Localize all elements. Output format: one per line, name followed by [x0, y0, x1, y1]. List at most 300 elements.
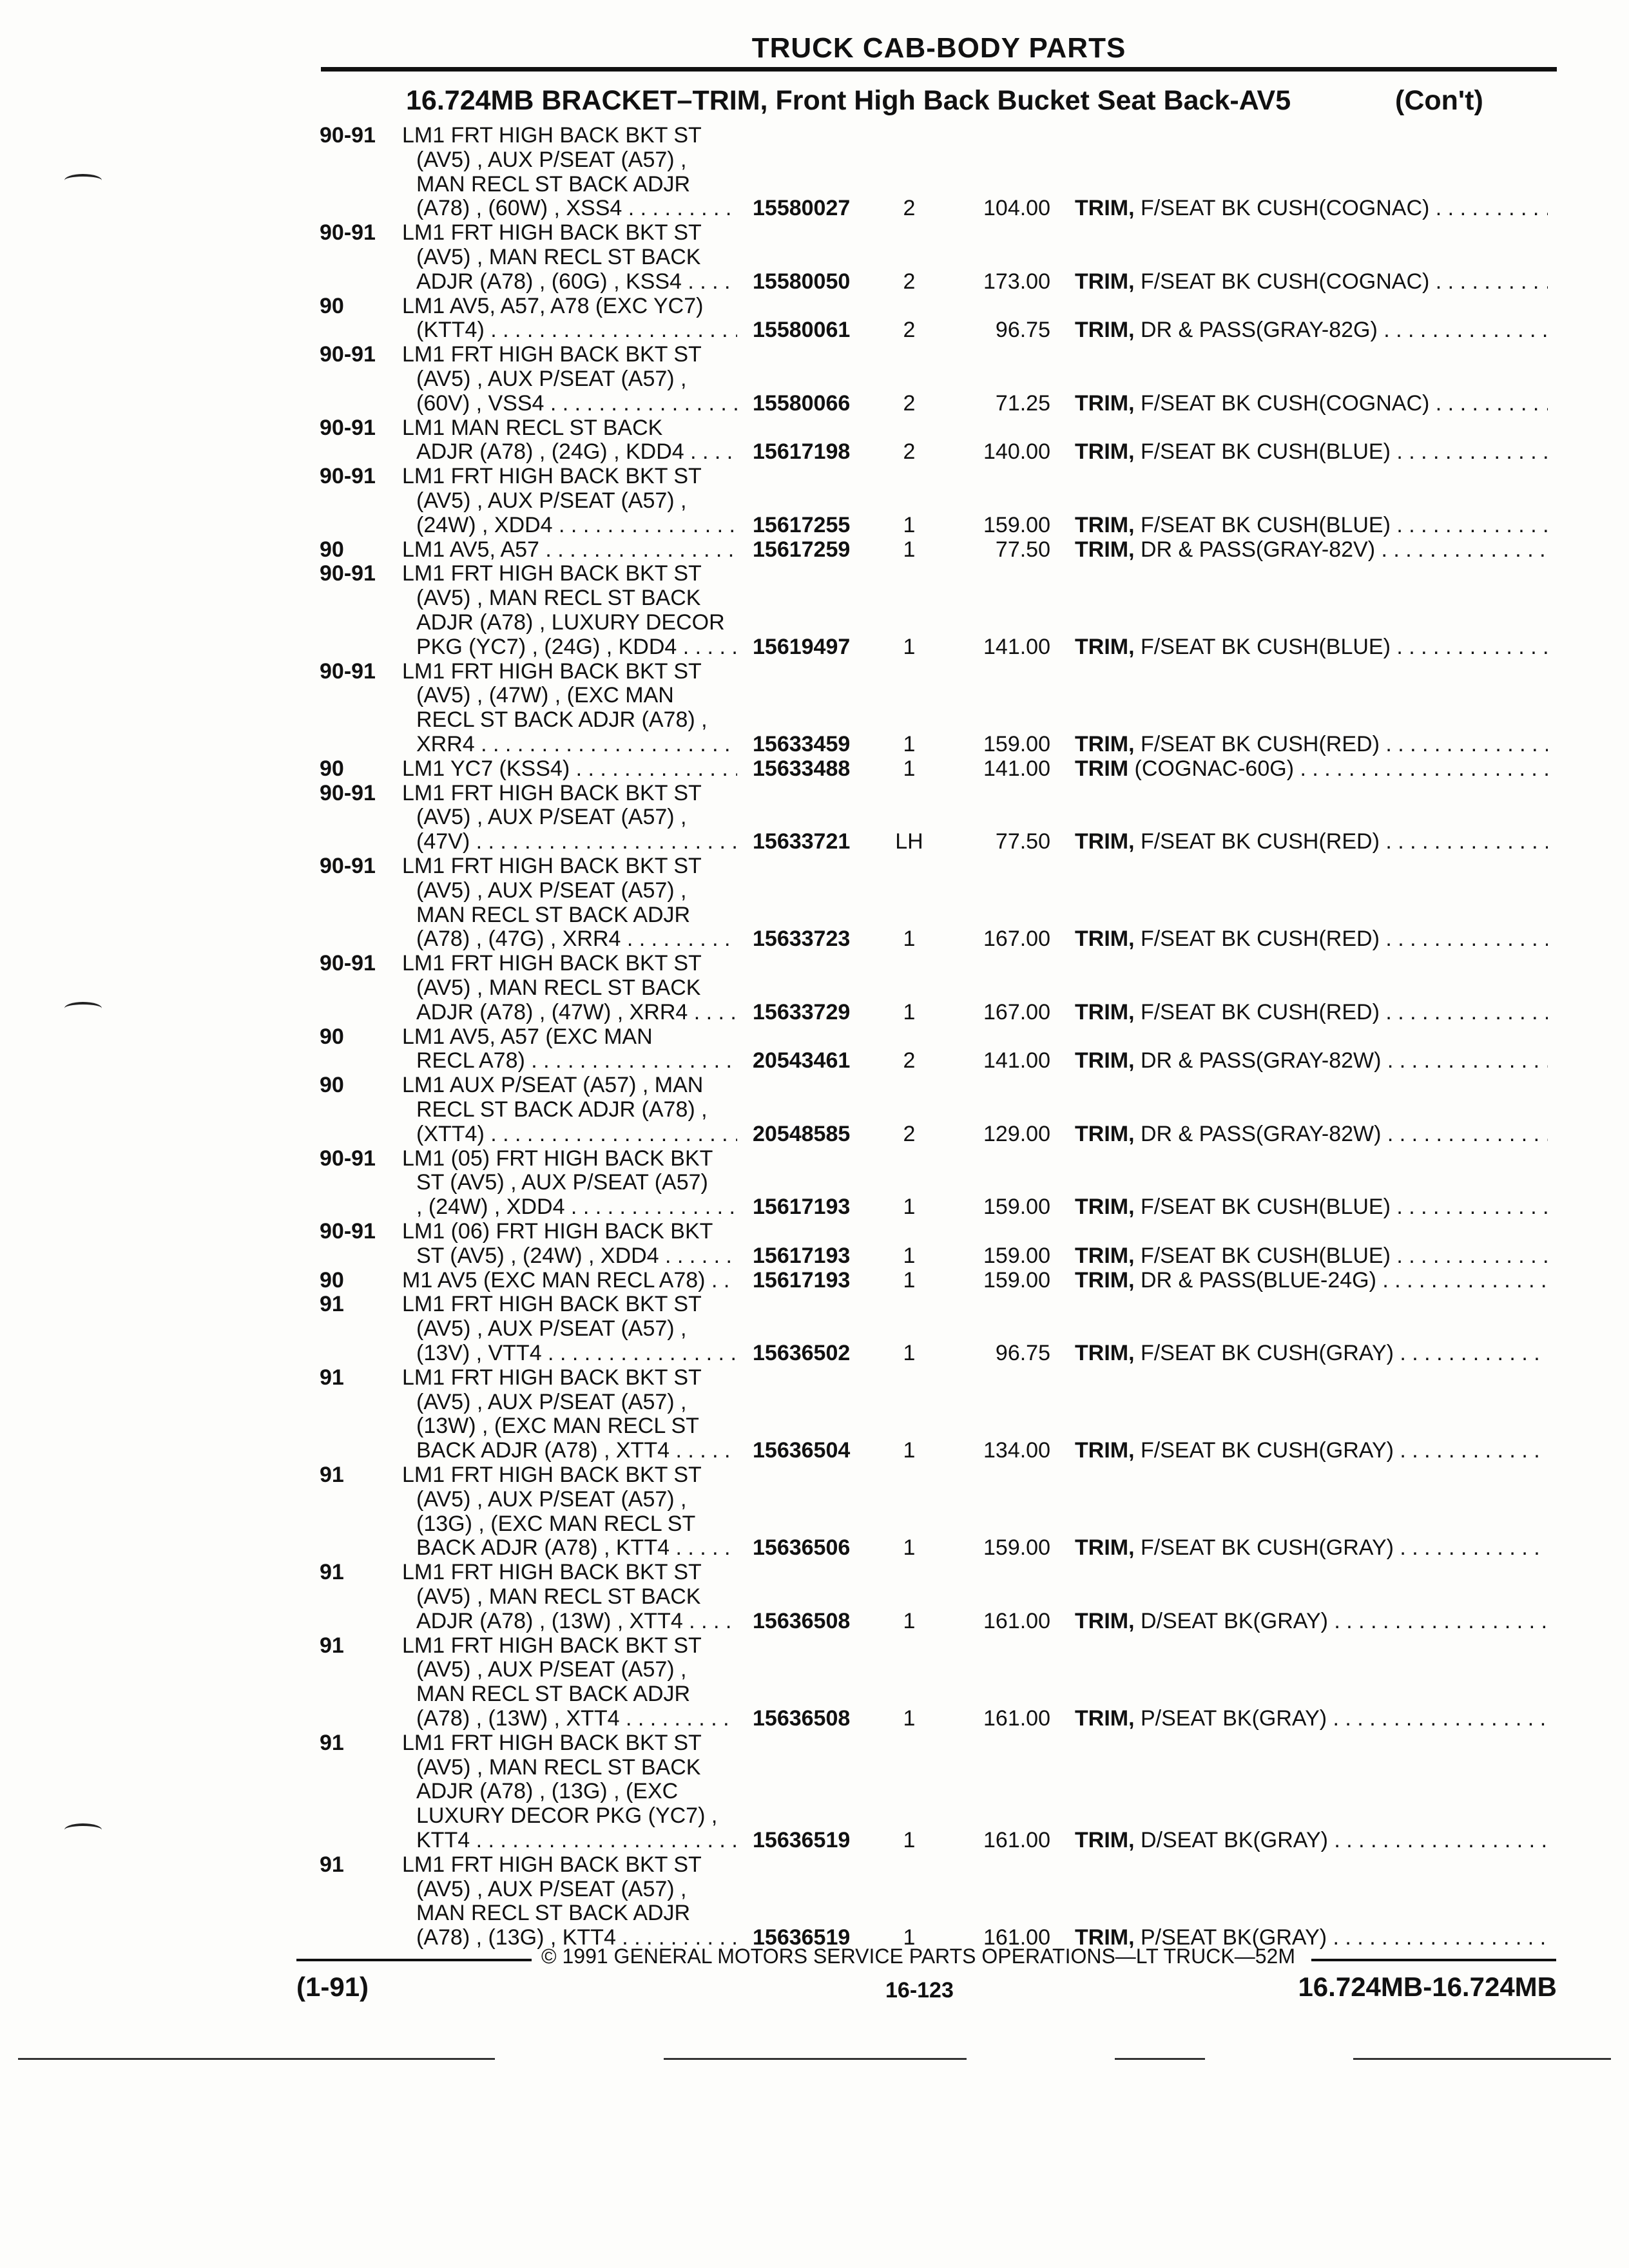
price: 159.00	[983, 1267, 1050, 1293]
part-name-prefix: TRIM,	[1075, 1049, 1135, 1073]
usage-description	[402, 416, 737, 465]
quantity: 1	[903, 1340, 916, 1365]
usage-description	[402, 1463, 737, 1561]
part-number: 20543461	[753, 1048, 851, 1073]
description-line: LM1 FRT HIGH BACK BKT ST	[402, 781, 702, 805]
description-line: ADJR (A78) , (24G) , KDD4 . . .	[402, 440, 737, 465]
usage-description	[402, 952, 737, 1024]
part-name	[1075, 1195, 1548, 1220]
part-entry	[0, 1366, 1629, 1463]
part-name	[1075, 440, 1548, 465]
part-name	[1075, 927, 1548, 952]
description-line: RECL ST BACK ADJR (A78) ,	[416, 707, 708, 733]
bottom-rule	[18, 2058, 495, 2060]
description-line: (AV5) , AUX P/SEAT (A57) ,	[416, 1316, 687, 1341]
description-line: BACK ADJR (A78) , XTT4 . . .	[402, 1439, 737, 1463]
part-name	[1075, 1610, 1548, 1634]
description-line: M1 AV5 (EXC MAN RECL A78) . . .	[402, 1269, 737, 1293]
quantity: 1	[903, 999, 916, 1024]
description-line: (AV5) , AUX P/SEAT (A57) ,	[416, 488, 687, 513]
quantity: 1	[903, 756, 916, 781]
part-number: 15633721	[753, 829, 851, 854]
quantity: 1	[903, 731, 916, 756]
price: 161.00	[983, 1608, 1050, 1633]
part-name-detail: F/SEAT BK CUSH(RED) . . .	[1141, 927, 1548, 951]
quantity: 1	[903, 1195, 916, 1220]
part-number: 15619497	[753, 634, 851, 659]
description-line: LM1 YC7 (KSS4) . . .	[402, 757, 737, 782]
part-entry	[0, 1147, 1629, 1220]
part-entry	[0, 221, 1629, 294]
part-name-detail: F/SEAT BK CUSH(BLUE) . . .	[1141, 1195, 1548, 1219]
description-line: LM1 FRT HIGH BACK BKT ST	[402, 343, 702, 367]
part-name-detail: F/SEAT BK CUSH(BLUE) . . .	[1141, 440, 1548, 464]
part-number: 15580066	[753, 390, 851, 416]
part-entry	[0, 294, 1629, 343]
part-entry	[0, 416, 1629, 465]
description-line: ADJR (A78) , (13W) , XTT4 . . .	[402, 1610, 737, 1634]
part-number: 15617198	[753, 439, 851, 465]
part-name-prefix: TRIM,	[1075, 1244, 1135, 1268]
part-name	[1075, 270, 1548, 294]
part-number: 15636502	[753, 1340, 851, 1365]
description-line: LM1 FRT HIGH BACK BKT ST	[402, 659, 702, 684]
model-year: 91	[320, 1730, 344, 1755]
price: 96.75	[995, 318, 1050, 343]
description-line: (XTT4) . . .	[402, 1122, 737, 1147]
description-line: KTT4 . . .	[402, 1829, 737, 1853]
part-entry	[0, 952, 1629, 1024]
part-name-prefix: TRIM,	[1075, 1195, 1135, 1220]
description-line: (AV5) , AUX P/SEAT (A57) ,	[416, 1876, 687, 1901]
part-entry	[0, 1561, 1629, 1633]
part-entry	[0, 782, 1629, 854]
part-number: 15636506	[753, 1535, 851, 1561]
price: 173.00	[983, 269, 1050, 294]
model-year: 90	[320, 1267, 344, 1293]
part-name-prefix: TRIM	[1075, 756, 1129, 781]
quantity: 1	[903, 537, 916, 562]
part-name-detail: DR & PASS(BLUE-24G) . . .	[1141, 1269, 1548, 1293]
model-year: 91	[320, 1852, 344, 1877]
part-name	[1075, 1829, 1548, 1853]
quantity: 1	[903, 1267, 916, 1293]
description-line: (AV5) , MAN RECL ST BACK	[416, 975, 701, 1000]
price: 161.00	[983, 1827, 1050, 1852]
part-name	[1075, 318, 1548, 343]
quantity: 2	[903, 1121, 916, 1146]
usage-description	[402, 465, 737, 537]
part-name	[1075, 514, 1548, 538]
part-number: 15636508	[753, 1608, 851, 1633]
price: 71.25	[995, 390, 1050, 416]
description-line: BACK ADJR (A78) , KTT4 . . .	[402, 1536, 737, 1561]
description-line: LM1 FRT HIGH BACK BKT ST	[402, 1561, 702, 1585]
part-entry	[0, 1269, 1629, 1293]
price: 141.00	[983, 1048, 1050, 1073]
description-line: (13G) , (EXC MAN RECL ST	[416, 1511, 696, 1536]
part-name-prefix: TRIM,	[1075, 440, 1135, 465]
part-name-detail: F/SEAT BK CUSH(COGNAC) . . .	[1141, 197, 1548, 220]
quantity: 2	[903, 390, 916, 416]
part-number: 15617193	[753, 1267, 851, 1293]
part-name-detail: F/SEAT BK CUSH(GRAY) . . .	[1141, 1439, 1548, 1463]
price: 159.00	[983, 512, 1050, 537]
part-name-prefix: TRIM,	[1075, 318, 1135, 343]
page-title: TRUCK CAB-BODY PARTS	[751, 32, 1126, 64]
price: 161.00	[983, 1706, 1050, 1731]
description-line: LM1 FRT HIGH BACK BKT ST	[402, 1633, 702, 1658]
part-entry	[0, 1025, 1629, 1074]
description-line: LM1 FRT HIGH BACK BKT ST	[402, 854, 702, 878]
part-name	[1075, 1001, 1548, 1025]
description-line: ST (AV5) , AUX P/SEAT (A57)	[416, 1170, 708, 1195]
usage-description	[402, 538, 737, 562]
part-number: 20548585	[753, 1121, 851, 1146]
description-line: (13W) , (EXC MAN RECL ST	[416, 1414, 699, 1439]
part-name-detail: DR & PASS(GRAY-82G) . . .	[1141, 318, 1548, 342]
part-name-detail: F/SEAT BK CUSH(COGNAC) . . .	[1141, 270, 1548, 294]
price: 159.00	[983, 1243, 1050, 1268]
model-year: 91	[320, 1633, 344, 1658]
page-number: 16-123	[885, 1978, 954, 2003]
quantity: 2	[903, 318, 916, 343]
continued-label: (Con't)	[1395, 85, 1483, 116]
part-name-detail: DR & PASS(GRAY-82W) . . .	[1141, 1122, 1548, 1146]
part-entry	[0, 562, 1629, 659]
part-number: 15633729	[753, 999, 851, 1024]
description-line: ADJR (A78) , LUXURY DECOR	[416, 610, 725, 635]
quantity: 1	[903, 1608, 916, 1633]
quantity: 2	[903, 196, 916, 221]
description-line: (AV5) , MAN RECL ST BACK	[416, 1754, 701, 1780]
quantity: 1	[903, 512, 916, 537]
page-header	[321, 32, 1557, 72]
usage-description	[402, 1293, 737, 1365]
usage-description	[402, 782, 737, 854]
description-line: ADJR (A78) , (13G) , (EXC	[416, 1779, 679, 1804]
description-line: (KTT4) . . .	[402, 318, 737, 343]
part-name-prefix: TRIM,	[1075, 1122, 1135, 1146]
model-year: 90-91	[320, 1219, 376, 1244]
usage-description	[402, 660, 737, 757]
usage-description	[402, 1073, 737, 1146]
part-name-detail: F/SEAT BK CUSH(RED) . . .	[1141, 830, 1548, 854]
model-year: 90	[320, 1073, 344, 1098]
model-year: 90-91	[320, 951, 376, 976]
part-name-detail: P/SEAT BK(GRAY) . . .	[1141, 1926, 1548, 1950]
price: 134.00	[983, 1438, 1050, 1463]
bottom-rule	[1115, 2058, 1205, 2060]
part-entry	[0, 465, 1629, 537]
price: 167.00	[983, 999, 1050, 1024]
usage-description	[402, 1853, 737, 1950]
part-name-detail: F/SEAT BK CUSH(RED) . . .	[1141, 1001, 1548, 1024]
part-name-detail: D/SEAT BK(GRAY) . . .	[1141, 1610, 1548, 1633]
usage-description	[402, 757, 737, 782]
part-number: 15617193	[753, 1195, 851, 1220]
part-number: 15617255	[753, 512, 851, 537]
usage-description	[402, 124, 737, 221]
description-line: (AV5) , MAN RECL ST BACK	[416, 244, 701, 269]
part-name-prefix: TRIM,	[1075, 1706, 1135, 1731]
part-number: 15633459	[753, 731, 851, 756]
usage-description	[402, 1366, 737, 1463]
part-name	[1075, 1122, 1548, 1147]
part-number: 15636519	[753, 1827, 851, 1852]
part-name-prefix: TRIM,	[1075, 732, 1135, 756]
description-line: LM1 FRT HIGH BACK BKT ST	[402, 124, 702, 148]
part-name-prefix: TRIM,	[1075, 635, 1135, 659]
description-line: LM1 FRT HIGH BACK BKT ST	[402, 562, 702, 586]
part-entry	[0, 1073, 1629, 1146]
description-line: ST (AV5) , (24W) , XDD4 . . .	[402, 1244, 737, 1269]
price: 167.00	[983, 927, 1050, 952]
model-year: 90-91	[320, 415, 376, 440]
price: 77.50	[995, 829, 1050, 854]
part-number: 15636519	[753, 1925, 851, 1950]
section-title	[406, 85, 1489, 117]
description-line: XRR4 . . .	[402, 733, 737, 757]
part-entry	[0, 1634, 1629, 1731]
footer-rule	[1311, 1959, 1556, 1961]
part-entry	[0, 124, 1629, 221]
price: 77.50	[995, 537, 1050, 562]
usage-description	[402, 294, 737, 343]
description-line: LM1 FRT HIGH BACK BKT ST	[402, 1365, 702, 1390]
description-line: (AV5) , (47W) , (EXC MAN	[416, 683, 674, 708]
price: 104.00	[983, 196, 1050, 221]
part-name-prefix: TRIM,	[1075, 537, 1135, 562]
quantity: 1	[903, 634, 916, 659]
part-name-prefix: TRIM,	[1075, 1341, 1135, 1365]
model-year: 90-91	[320, 220, 376, 245]
part-number: 15580027	[753, 196, 851, 221]
part-number: 15633723	[753, 927, 851, 952]
usage-description	[402, 1025, 737, 1074]
usage-description	[402, 1731, 737, 1853]
part-number: 15580061	[753, 318, 851, 343]
section-range: 16.724MB-16.724MB	[1298, 1972, 1557, 2002]
part-name	[1075, 197, 1548, 221]
model-year: 90-91	[320, 342, 376, 367]
part-entry	[0, 854, 1629, 952]
price: 159.00	[983, 1195, 1050, 1220]
quantity: 1	[903, 1925, 916, 1950]
description-line: (47V) . . .	[402, 830, 737, 854]
usage-description	[402, 1269, 737, 1293]
punch-mark	[64, 174, 102, 187]
part-name-prefix: TRIM,	[1075, 927, 1135, 952]
part-name-prefix: TRIM,	[1075, 269, 1135, 294]
part-name-prefix: TRIM,	[1075, 1439, 1135, 1463]
usage-description	[402, 343, 737, 416]
description-line: (A78) , (60W) , XSS4 . . .	[402, 197, 737, 221]
part-name-prefix: TRIM,	[1075, 1828, 1135, 1852]
description-line: LUXURY DECOR PKG (YC7) ,	[416, 1803, 718, 1829]
part-name-detail: F/SEAT BK CUSH(BLUE) . . .	[1141, 635, 1548, 659]
part-number: 15636504	[753, 1438, 851, 1463]
model-year: 90	[320, 537, 344, 562]
copyright-notice: © 1991 GENERAL MOTORS SERVICE PARTS OPERATIONS—LT TRUCK—52M	[541, 1945, 1295, 1968]
quantity: 1	[903, 1438, 916, 1463]
quantity: 1	[903, 1243, 916, 1268]
model-year: 90-91	[320, 123, 376, 148]
part-name	[1075, 1341, 1548, 1366]
usage-description	[402, 1634, 737, 1731]
part-name	[1075, 1536, 1548, 1561]
description-line: LM1 FRT HIGH BACK BKT ST	[402, 952, 702, 976]
bottom-rule	[664, 2058, 967, 2060]
description-line: (AV5) , AUX P/SEAT (A57) ,	[416, 147, 687, 172]
part-name-detail: P/SEAT BK(GRAY) . . .	[1141, 1707, 1548, 1731]
description-line: MAN RECL ST BACK ADJR	[416, 902, 691, 927]
part-name-prefix: TRIM,	[1075, 1268, 1135, 1293]
part-name-prefix: TRIM,	[1075, 513, 1135, 537]
description-line: LM1 FRT HIGH BACK BKT ST	[402, 1852, 702, 1877]
part-name	[1075, 733, 1548, 757]
part-entry	[0, 538, 1629, 562]
part-name	[1075, 1049, 1548, 1073]
description-line: LM1 (05) FRT HIGH BACK BKT	[402, 1146, 713, 1171]
part-name-prefix: TRIM,	[1075, 1536, 1135, 1561]
part-name	[1075, 1269, 1548, 1293]
description-line: (AV5) , AUX P/SEAT (A57) ,	[416, 1657, 687, 1682]
part-entry	[0, 660, 1629, 757]
model-year: 90-91	[320, 854, 376, 878]
description-line: LM1 AV5, A57 . . .	[402, 538, 737, 562]
quantity: LH	[895, 829, 923, 854]
price: 96.75	[995, 1340, 1050, 1365]
description-line: ADJR (A78) , (60G) , KSS4 . . .	[402, 270, 737, 294]
part-name-prefix: TRIM,	[1075, 197, 1135, 221]
description-line: (AV5) , AUX P/SEAT (A57) ,	[416, 366, 687, 391]
description-line: PKG (YC7) , (24G) , KDD4 . . .	[402, 635, 737, 660]
part-entry	[0, 1853, 1629, 1950]
description-line: (AV5) , MAN RECL ST BACK	[416, 1584, 701, 1609]
price: 129.00	[983, 1121, 1050, 1146]
price: 141.00	[983, 756, 1050, 781]
footer-rule	[296, 1959, 532, 1961]
quantity: 1	[903, 1535, 916, 1561]
description-line: LM1 AV5, A57, A78 (EXC YC7)	[402, 294, 704, 318]
description-line: (60V) , VSS4 . . .	[402, 392, 737, 416]
revision-date: (1-91)	[296, 1972, 369, 2002]
part-name	[1075, 635, 1548, 660]
part-name-prefix: TRIM,	[1075, 830, 1135, 854]
description-line: LM1 FRT HIGH BACK BKT ST	[402, 1293, 702, 1317]
part-name-detail: D/SEAT BK(GRAY) . . .	[1141, 1829, 1548, 1852]
model-year: 91	[320, 1292, 344, 1317]
part-number: 15617193	[753, 1243, 851, 1268]
part-name	[1075, 538, 1548, 562]
part-name-detail: F/SEAT BK CUSH(GRAY) . . .	[1141, 1536, 1548, 1560]
description-line: LM1 AUX P/SEAT (A57) , MAN	[402, 1073, 704, 1098]
part-name	[1075, 1707, 1548, 1731]
description-line: (24W) , XDD4 . . .	[402, 514, 737, 538]
model-year: 91	[320, 1365, 344, 1390]
model-year: 91	[320, 1560, 344, 1585]
part-entry	[0, 1463, 1629, 1561]
part-number: 15617259	[753, 537, 851, 562]
part-number: 15633488	[753, 756, 851, 781]
quantity: 2	[903, 1048, 916, 1073]
description-line: LM1 FRT HIGH BACK BKT ST	[402, 1463, 702, 1487]
price: 161.00	[983, 1925, 1050, 1950]
usage-description	[402, 1561, 737, 1633]
part-name	[1075, 392, 1548, 416]
part-name-detail: F/SEAT BK CUSH(BLUE) . . .	[1141, 514, 1548, 537]
description-line: ADJR (A78) , (47W) , XRR4 . . .	[402, 1001, 737, 1025]
part-entry	[0, 1293, 1629, 1365]
part-name-detail: F/SEAT BK CUSH(BLUE) . . .	[1141, 1244, 1548, 1268]
quantity: 1	[903, 1827, 916, 1852]
price: 159.00	[983, 731, 1050, 756]
description-line: RECL A78) . . .	[402, 1049, 737, 1073]
part-name	[1075, 830, 1548, 854]
part-name-prefix: TRIM,	[1075, 1000, 1135, 1024]
description-line: LM1 AV5, A57 (EXC MAN	[402, 1024, 653, 1049]
bottom-rule	[1353, 2058, 1611, 2060]
model-year: 91	[320, 1463, 344, 1487]
model-year: 90	[320, 756, 344, 781]
usage-description	[402, 1220, 737, 1269]
description-line: MAN RECL ST BACK ADJR	[416, 1901, 691, 1926]
description-line: (13V) , VTT4 . . .	[402, 1341, 737, 1366]
model-year: 90-91	[320, 561, 376, 586]
part-name-detail: F/SEAT BK CUSH(GRAY) . . .	[1141, 1341, 1548, 1365]
usage-description	[402, 1147, 737, 1220]
description-line: (AV5) , MAN RECL ST BACK	[416, 586, 701, 611]
usage-description	[402, 221, 737, 294]
price: 140.00	[983, 439, 1050, 465]
price: 141.00	[983, 634, 1050, 659]
part-name-prefix: TRIM,	[1075, 1609, 1135, 1633]
part-name	[1075, 1244, 1548, 1269]
part-number: 15636508	[753, 1706, 851, 1731]
page-footer	[296, 1945, 1557, 2022]
description-line: LM1 MAN RECL ST BACK	[402, 416, 663, 440]
description-line: , (24W) , XDD4 . . .	[402, 1195, 737, 1220]
part-entry	[0, 343, 1629, 416]
part-entry	[0, 1220, 1629, 1269]
model-year: 90-91	[320, 1146, 376, 1171]
usage-description	[402, 562, 737, 659]
price: 159.00	[983, 1535, 1050, 1561]
part-name-prefix: TRIM,	[1075, 1926, 1135, 1950]
model-year: 90-91	[320, 780, 376, 805]
part-entry	[0, 757, 1629, 782]
model-year: 90	[320, 1024, 344, 1049]
description-line: MAN RECL ST BACK ADJR	[416, 171, 691, 197]
quantity: 1	[903, 927, 916, 952]
model-year: 90-91	[320, 658, 376, 684]
description-line: (A78) , (13G) , KTT4 . . .	[402, 1926, 737, 1950]
model-year: 90-91	[320, 464, 376, 489]
part-name	[1075, 757, 1548, 782]
description-line: (AV5) , AUX P/SEAT (A57) ,	[416, 1486, 687, 1512]
description-line: LM1 FRT HIGH BACK BKT ST	[402, 221, 702, 245]
description-line: LM1 (06) FRT HIGH BACK BKT	[402, 1220, 713, 1244]
quantity: 1	[903, 1706, 916, 1731]
description-line: (A78) , (13W) , XTT4 . . .	[402, 1707, 737, 1731]
punch-mark	[64, 1002, 102, 1015]
description-line: RECL ST BACK ADJR (A78) ,	[416, 1097, 708, 1122]
description-line: LM1 FRT HIGH BACK BKT ST	[402, 1731, 702, 1755]
usage-description	[402, 854, 737, 952]
description-line: (AV5) , AUX P/SEAT (A57) ,	[416, 805, 687, 830]
part-name-detail: DR & PASS(GRAY-82W) . . .	[1141, 1049, 1548, 1073]
